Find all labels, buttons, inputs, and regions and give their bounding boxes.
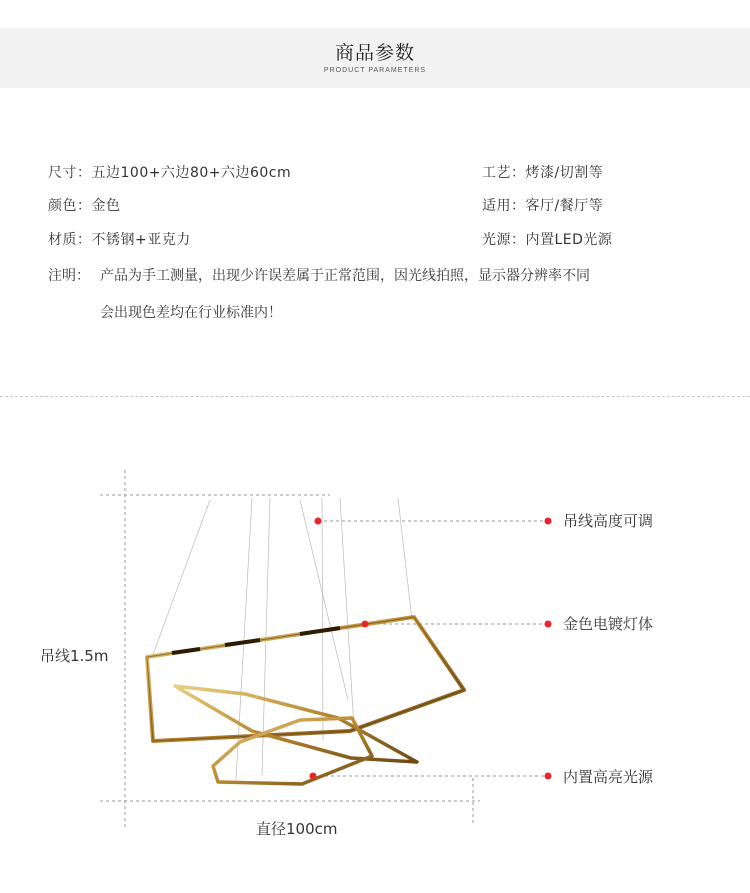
spec-light-source: 光源：内置LED光源 bbox=[482, 232, 613, 248]
spec-usage: 适用：客厅/餐厅等 bbox=[482, 198, 604, 214]
note-line-1: 产品为手工测量，出现少许误差属于正常范围，因光线拍照，显示器分辨率不同 bbox=[100, 268, 590, 284]
spec-size: 尺寸：五边100+六边80+六边60cm bbox=[48, 165, 292, 181]
lamp-diagram bbox=[0, 400, 750, 870]
dimension-guides bbox=[100, 470, 480, 828]
section-divider bbox=[0, 396, 750, 397]
section-title: 商品参数 bbox=[334, 42, 415, 64]
width-label: 直径100cm bbox=[256, 820, 338, 838]
section-subtitle: PRODUCT PARAMETERS bbox=[323, 67, 427, 74]
note-label: 注明： bbox=[48, 268, 90, 284]
callout-lines bbox=[313, 521, 548, 776]
lamp-frames bbox=[147, 617, 464, 784]
callout-markers bbox=[310, 518, 552, 780]
section-header bbox=[0, 28, 750, 88]
spec-color: 颜色：金色 bbox=[48, 198, 121, 214]
spec-craft: 工艺：烤漆/切割等 bbox=[482, 165, 604, 181]
height-label: 吊线1.5m bbox=[40, 647, 109, 665]
note-line-2: 会出现色差均在行业标准内！ bbox=[100, 305, 282, 321]
callout-adjustable-cable: 吊线高度可调 bbox=[563, 512, 654, 530]
callout-built-in-light: 内置高亮光源 bbox=[563, 768, 654, 786]
callout-gold-plated-body: 金色电镀灯体 bbox=[563, 615, 654, 633]
spec-material: 材质：不锈钢+亚克力 bbox=[48, 232, 191, 248]
